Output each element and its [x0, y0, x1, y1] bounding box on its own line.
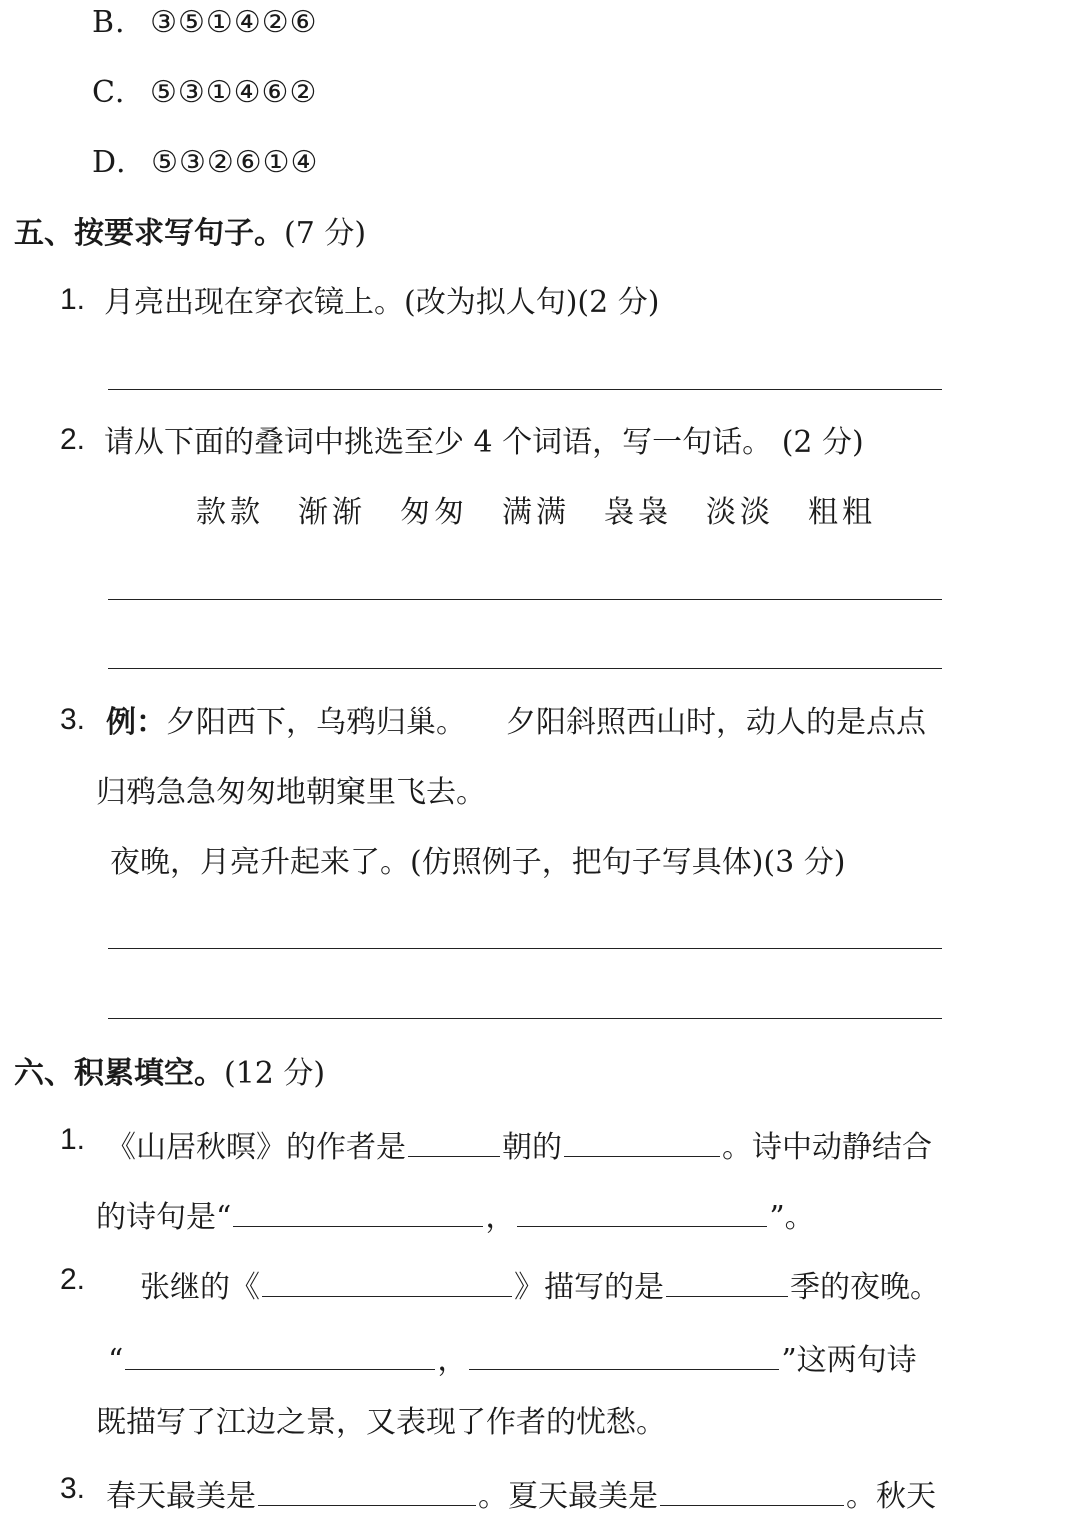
fill-text: 既描写了江边之景，又表现了作者的忧愁。: [96, 1405, 666, 1440]
fill-line: [108, 1341, 917, 1376]
fill-text: 》描写的是: [514, 1270, 664, 1305]
answer-line[interactable]: [108, 599, 942, 600]
word-bank: [196, 495, 910, 530]
fill-text: 。秋天: [846, 1479, 936, 1514]
question-task: 夜晚，月亮升起来了。(仿照例子，把句子写具体)(3 分): [110, 845, 846, 880]
fill-text: 季的夜晚。: [790, 1270, 940, 1305]
option-value: ③⑤①④②⑥: [150, 5, 318, 40]
section-6-heading: [14, 1056, 326, 1091]
fill-text: 朝的: [502, 1130, 562, 1165]
option-letter: C.: [92, 75, 126, 110]
answer-line[interactable]: [108, 668, 942, 669]
word-item: 满满: [502, 495, 570, 530]
fill-text: 的诗句是“: [96, 1200, 232, 1235]
question-number: 1.: [60, 1123, 86, 1156]
fill-text: ，: [485, 1200, 516, 1235]
word-item: 匆匆: [400, 495, 468, 530]
fill-text: “: [108, 1343, 124, 1378]
option-letter: B.: [92, 5, 126, 40]
fill-text: 张继的《: [140, 1270, 260, 1305]
section-points: (7 分): [284, 216, 367, 251]
example-expanded: 夕阳斜照西山时，动人的是点点: [506, 705, 926, 740]
answer-line[interactable]: [108, 1018, 942, 1019]
option-d: [92, 145, 319, 180]
fill-line: [140, 1268, 940, 1303]
word-item: 渐渐: [298, 495, 366, 530]
example-expanded-cont: 归鸦急急匆匆地朝窠里飞去。: [96, 775, 486, 810]
fill-text: 。夏天最美是: [478, 1479, 658, 1514]
fill-blank[interactable]: [564, 1128, 720, 1157]
fill-line: [106, 1477, 936, 1512]
word-item: 款款: [196, 495, 264, 530]
fill-blank[interactable]: [517, 1198, 767, 1227]
section-title: 五、按要求写句子。: [14, 216, 284, 251]
fill-text: 。诗中动静结合: [722, 1130, 932, 1165]
option-c: [92, 75, 318, 110]
fill-blank[interactable]: [666, 1268, 788, 1297]
answer-line[interactable]: [108, 389, 942, 390]
section-points: (12 分): [224, 1056, 326, 1091]
fill-blank[interactable]: [469, 1341, 779, 1370]
fill-text: 春天最美是: [106, 1479, 256, 1514]
fill-blank[interactable]: [233, 1198, 483, 1227]
fill-blank[interactable]: [258, 1477, 476, 1506]
answer-line[interactable]: [108, 948, 942, 949]
fill-blank[interactable]: [660, 1477, 844, 1506]
word-item: 粗粗: [808, 495, 876, 530]
fill-blank[interactable]: [408, 1128, 500, 1157]
word-item: 淡淡: [706, 495, 774, 530]
fill-text: ，: [437, 1343, 468, 1378]
question-number: 3.: [60, 1472, 86, 1505]
section-title: 六、积累填空。: [14, 1056, 224, 1091]
question-number: 2.: [60, 1263, 86, 1296]
fill-text: 《山居秋暝》的作者是: [106, 1130, 406, 1165]
word-item: 袅袅: [604, 495, 672, 530]
fill-blank[interactable]: [125, 1341, 435, 1370]
example-line: [106, 705, 926, 740]
question-number: 1.: [60, 283, 86, 316]
option-value: ⑤③②⑥①④: [151, 145, 319, 180]
question-text: 请从下面的叠词中挑选至少 4 个词语，写一句话。 (2 分): [104, 425, 864, 460]
question-text: 月亮出现在穿衣镜上。(改为拟人句)(2 分): [104, 285, 660, 320]
fill-text: ”。: [769, 1200, 815, 1235]
option-letter: D.: [92, 145, 127, 180]
question-number: 2.: [60, 423, 86, 456]
fill-line: [106, 1128, 932, 1163]
question-number: 3.: [60, 703, 86, 736]
example-label: 例：: [106, 705, 166, 740]
section-5-heading: [14, 216, 367, 251]
fill-blank[interactable]: [262, 1268, 512, 1297]
fill-text: ”这两句诗: [781, 1343, 917, 1378]
option-b: [92, 5, 318, 40]
example-sentence: 夕阳西下，乌鸦归巢。: [166, 705, 466, 740]
option-value: ⑤③①④⑥②: [149, 75, 318, 110]
fill-line: [96, 1198, 815, 1233]
